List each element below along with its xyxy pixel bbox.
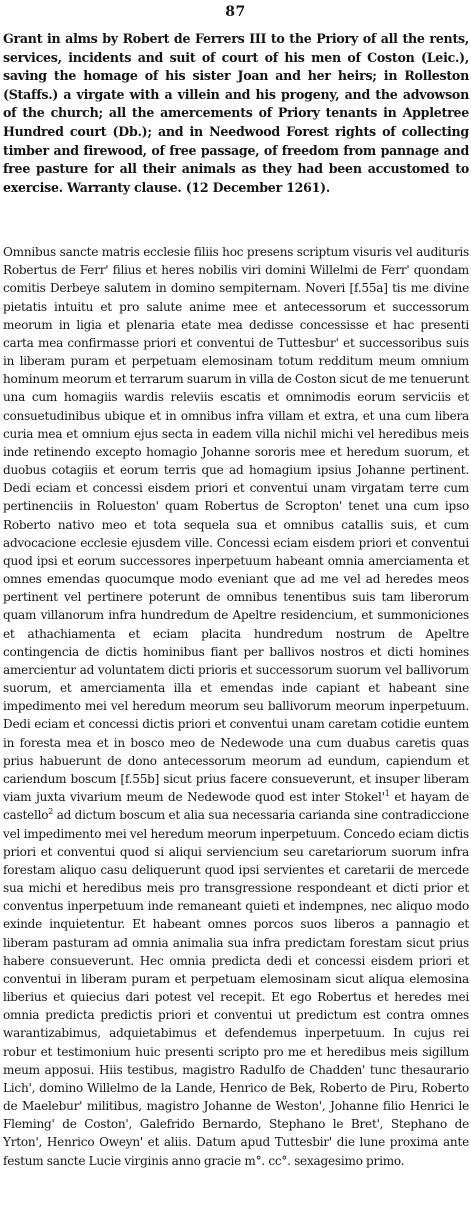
- charter-abstract: Grant in alms by Robert de Ferrers III to the Priory of all the rents, services, incidents and suit of court of his men of Coston (Leic.), saving the homage of his sister Joan and her heirs; in Rolleston (Staffs.) a virgate with a villein and his progeny, and the advowson of the church; all the amercements of Priory tenants in Appletree Hundred court (Db.); and in Needwood Forest rights of collecting timber and firewood, of free passage, of freedom from pannage and free pasture for all their animals as they had been accustomed to exercise. Warranty clause. (12 December 1261).: [3, 31, 469, 195]
- charter-text-part-1: Omnibus sancte matris ecclesie filiis hoc presens scriptum visuris vel audituris Robertus de Ferr' filius et heres nobilis viri domini Willelmi de Ferr' quondam comitis Derbeye salutem in domino sempiternam. Noveri [f.55a] tis me divine pietatis intuitu et pro salute anime mee et antecessorum et successorum meorum in ligia et plenaria etate mea dedisse concessisse et hac presenti carta mea confirmasse priori et conventui de Tuttesbur' et successoribus suis in liberam puram et perpetuam elemosinam totum redditum meum omnium hominum meorum et terrarum suarum in villa de Coston sicut de me tenuerunt una cum homagiis wardis releviis escatis et omnimodis eorum serviciis et consuetudinibus ubique et in omnibus infra villam et extra, et una cum libera curia mea et omnium ejus secta in eadem villa nichil michi vel heredibus meis inde retinendo excepto homagio Johanne sororis mee et heredum suorum, et duobus cotagiis et eorum terris que ad homagium ipsius Johanne pertinent. Dedi eciam et concessi eisdem priori et conventui unam virgatam terre cum pertinenciis in Rolueston' quam Robertus de Scropton' tenet una cum ipso Roberto nativo meo et tota sequela sua et omnibus catallis suis, et cum advocacione ecclesie ejusdem ville. Concessi eciam eisdem priori et conventui quod ipsi et eorum successores inperpetuum habeant omnia amerciamenta et omnes emendas quocumque modo eveniant que ad me vel ad heredes meos pertinent vel pertinere poterunt de omnibus tenentibus suis tam liberorum quam villanorum infra hundredum de Apeltre residencium, et summoniciones et athachiamenta et eciam placita hundredum nostrum de Apeltre contingencia de dictis hominibus fiant per ballivos nostros et dicti homines amercientur ad voluntatem dicti prioris et successorum suorum vel ballivorum suorum, et amerciamenta illa et emendas inde capiant et habeant sine impedimento mei vel heredum meorum seu ballivorum meorum inperpetuum. Dedi eciam et concessi dictis priori et conventui unam caretam cotidie euntem in foresta mea et in bosco meo de Nedewode una cum duabus caretis quas prius habuerunt de dono antecessorum meorum ad eundum, capiendum et cariendum boscum [f.55b] sicut prius facere consueverunt, et insuper liberam viam juxta vivarium meum de Nedewode quod est inter Stokel': [3, 245, 469, 805]
- charter-text-part-3: ad dictum boscum et alia sua necessaria carianda sine contradiccione vel impedimento mei vel heredum meorum inperpetuum. Concedo eciam dictis priori et conventui quod si aliqui serviencium seu caretariorum suorum infra forestam aliquo casu deliquerunt quod ipsi servientes et caretarii de mercede sua michi et heredibus meis pro transgressione respondeant et dicti prior et conventus inperpetuum inde remaneant quieti et indempnes, nec aliquo modo exinde inquietentur. Et habeant omnes porcos suos liberos a pannagio et liberam pasturam ad omnia animalia sua infra predictam forestam sicut prius habere consueverunt. Hec omnia predicta dedi et concessi eisdem priori et conventui in liberam puram et perpetuam elemosinam sicut aliqua elemosina liberius et quiecius dari potest vel recepit. Et ego Robertus et heredes mei omnia predicta predictis priori et conventui ut predictum est contra omnes warantizabimus, adquietabimus et defendemus inperpetuum. In cujus rei robur et testimonium huic presenti scripto pro me et heredibus meis sigillum meum apposui. Hiis testibus, magistro Radulfo de Chadden' tunc thesaurario Lich', domino Willelmo de la Lande, Henrico de Bek, Roberto de Piru, Roberto de Maelebur' militibus, magistro Johanne de Weston', Johanne filio Henrici le Fleming' de Coston', Galefrido Bernardo, Stephano le Bret', Stephano de Yrton', Henrico Oweyn' et aliis. Datum apud Tuttesbir' die lune proxima ante festum sancte Lucie virginis anno gracie m°. cc°. sexagesimo primo.: [3, 808, 469, 1168]
- charter-text: [3, 243, 469, 1170]
- charter-text-part-2: et hayam de castello: [3, 790, 469, 823]
- footnote-marker-1: 1: [384, 789, 390, 799]
- page-number: 87: [225, 4, 246, 20]
- footnote-marker-2: 2: [48, 807, 54, 817]
